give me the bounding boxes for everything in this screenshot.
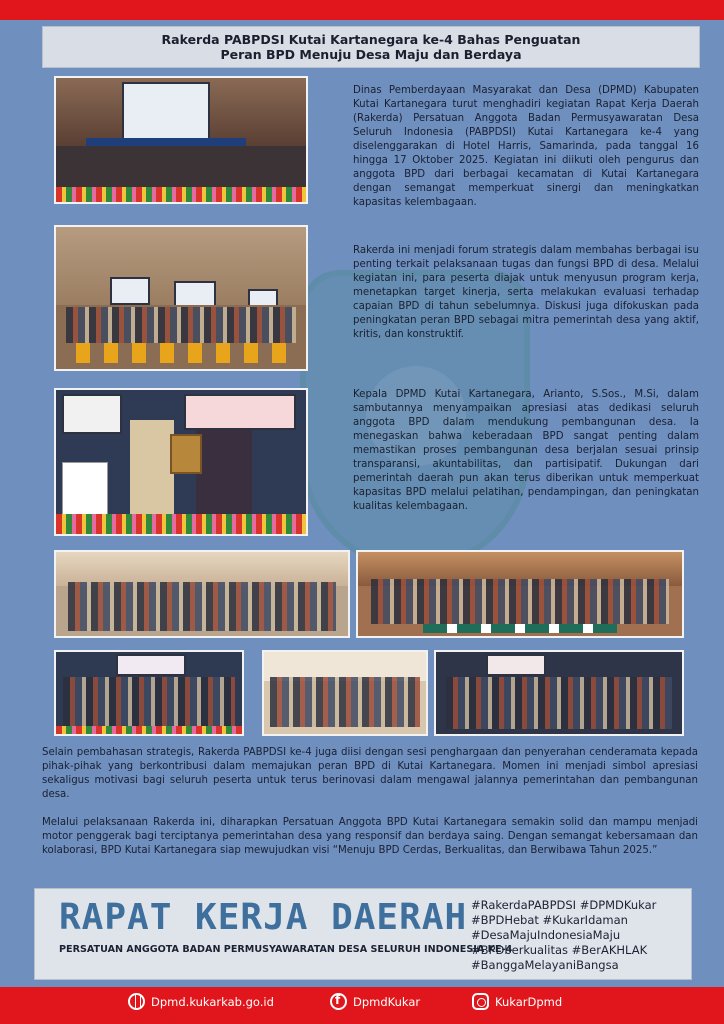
photo-ballroom-participants (54, 225, 308, 371)
footer-instagram-label: KukarDpmd (495, 994, 563, 1009)
photo-award-recipients-3 (434, 650, 684, 736)
photo-group-right (356, 550, 684, 638)
article-paragraph-3: Kepala DPMD Kutai Kartanegara, Arianto, S.Sos., M.Si, dalam sambutannya menyampaikan apresiasi atas dedikasi seluruh anggota BPD dalam mendukung pembangunan desa. Ia menegaskan bahwa keberadaan BPD sangat penting dalam memastikan proses pembangunan desa berjalan sesuai prinsip transparansi, akuntabilitas, dan partisipatif. Dukungan dari pemerintah daerah pun akan terus diberikan untuk memperkuat kapasitas BPD melalui pelatihan, pendampingan, dan peningkatan kualitas kelembagaan. (353, 389, 699, 512)
top-red-bar (0, 0, 724, 20)
hashtag-line: #RakerdaPABPDSI #DPMDKukar (471, 898, 657, 912)
article-paragraph-4: Selain pembahasan strategis, Rakerda PABPDSI ke-4 juga diisi dengan sesi penghargaan dan penyerahan cenderamata kepada pihak-pihak yang berkontribusi dalam memajukan peran BPD di Kutai Kartanegara. Momen ini menjadi simbol apresiasi sekaligus motivasi bagi seluruh peserta untuk terus berinovasi dalam mengawal jalannya pemerintahan dan pembangunan desa. (42, 747, 698, 800)
footer-bar (0, 987, 724, 1024)
photo-opening-stage (54, 76, 308, 204)
instagram-icon (472, 993, 489, 1010)
globe-icon (128, 993, 145, 1010)
footer-instagram[interactable] (472, 993, 562, 1010)
hashtag-line: #BPDHebat #KukarIdaman (471, 913, 628, 927)
article-paragraph-2: Rakerda ini menjadi forum strategis dalam membahas berbagai isu penting terkait pelaksanaan tugas dan fungsi BPD di desa. Melalui kegiatan ini, para peserta diajak untuk menyusun program kerja, menetapkan target kinerja, serta melakukan evaluasi terhadap capaian BPD di tahun sebelumnya. Diskusi juga difokuskan pada peningkatan peran BPD sebagai mitra pemerintah desa yang aktif, kritis, dan konstruktif. (353, 245, 699, 340)
page-title (42, 26, 700, 68)
footer-facebook-label: DpmdKukar (353, 994, 421, 1009)
footer-website-label: Dpmd.kukarkab.go.id (151, 994, 274, 1009)
banner-title: RAPAT KERJA DAERAH (59, 897, 468, 938)
title-line-1: Rakerda PABPDSI Kutai Kartanegara ke-4 Bahas Penguatan (161, 32, 581, 47)
banner-subtitle: PERSATUAN ANGGOTA BADAN PERMUSYAWARATAN DESA SELURUH INDONESIA KE-4 (59, 944, 513, 955)
article-paragraph-5: Melalui pelaksanaan Rakerda ini, diharapkan Persatuan Anggota BPD Kutai Kartanegara semakin solid dan mampu menjadi motor penggerak bagi terciptanya pemerintahan desa yang responsif dan berdaya saing. Dengan semangat kebersamaan dan kolaborasi, BPD Kutai Kartanegara siap mewujudkan visi “Menuju BPD Cerdas, Berkualitas, dan Berwibawa Tahun 2025.” (42, 817, 698, 856)
title-line-2: Peran BPD Menuju Desa Maju dan Berdaya (220, 47, 522, 62)
hashtag-line: #BPDberkualitas #BerAKHLAK (471, 943, 648, 957)
photo-award-recipients-2 (262, 650, 428, 736)
photo-group-left (54, 550, 350, 638)
footer-facebook[interactable] (330, 993, 420, 1010)
article-paragraph-1: Dinas Pemberdayaan Masyarakat dan Desa (DPMD) Kabupaten Kutai Kartanegara turut menghadiri kegiatan Rapat Kerja Daerah (Rakerda) Persatuan Anggota Badan Permusyawaratan Desa Seluruh Indonesia (PABPDSI) Kutai Kartanegara ke-4 yang diselenggarakan di Hotel Harris, Samarinda, pada tanggal 16 hingga 17 Oktober 2025. Kegiatan ini diikuti oleh pengurus dan anggota BPD dari berbagai kecamatan di Kutai Kartanegara dengan semangat memperkuat sinergi dan meningkatkan kapasitas kelembagaan. (353, 85, 699, 208)
facebook-icon (330, 993, 347, 1010)
hashtag-list (471, 898, 691, 973)
photo-award-recipients-1 (54, 650, 244, 736)
rakerda-banner (34, 888, 692, 980)
hashtag-line: #BanggaMelayaniBangsa (471, 958, 619, 972)
hashtag-line: #DesaMajuIndonesiaMaju (471, 928, 621, 942)
photo-award-handover (54, 388, 308, 536)
footer-website[interactable] (128, 993, 274, 1010)
